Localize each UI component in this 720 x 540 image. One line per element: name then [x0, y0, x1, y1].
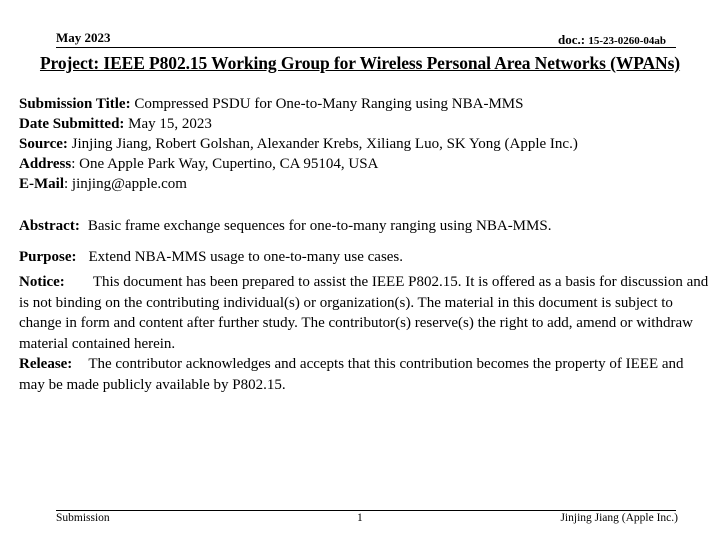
release-label: Release:: [19, 356, 73, 372]
source-label: Source:: [19, 136, 68, 152]
doc-label: doc.:: [558, 32, 586, 47]
header-date: May 2023: [56, 30, 111, 45]
notice-label: Notice:: [19, 274, 65, 290]
notice-text: This document has been prepared to assist the IEEE P802.15. It is offered as a basis for discussion and is not binding on the contributing individual(s) or organization(s). The material in this document is subject to change in form and content after further study. The contributor(s) reserve(s) the right to add, amend or withdraw material contained herein.: [19, 274, 709, 352]
date-submitted-line: [19, 114, 578, 134]
purpose-text: Extend NBA-MMS usage to one-to-many use cases.: [88, 249, 404, 265]
email-value: jinjing@apple.com: [71, 176, 187, 192]
purpose-label: Purpose:: [19, 249, 77, 265]
email-label: E-Mail: [19, 176, 64, 192]
abstract-label: Abstract:: [19, 218, 80, 234]
date-submitted-label: Date Submitted:: [19, 116, 125, 132]
address-value: One Apple Park Way, Cupertino, CA 95104, USA: [79, 156, 379, 172]
date-submitted-value: May 15, 2023: [128, 116, 212, 132]
footer-submission: Submission: [56, 512, 110, 524]
source-value: Jinjing Jiang, Robert Golshan, Alexander Krebs, Xiliang Luo, SK Yong (Apple Inc.): [71, 136, 578, 152]
submission-title-label: Submission Title:: [19, 96, 131, 112]
abstract-paragraph: [19, 216, 709, 237]
header-divider: [56, 47, 676, 48]
header-doc-id: [558, 32, 666, 48]
submission-fields: [19, 94, 578, 194]
doc-number: 15-23-0260-04ab: [588, 35, 666, 47]
release-block: [19, 354, 709, 395]
notice-release-paragraph: [19, 272, 709, 395]
email-line: E-Mail: jinjing@apple.com: [19, 176, 187, 192]
footer-author: Jinjing Jiang (Apple Inc.): [560, 512, 678, 524]
purpose-paragraph: [19, 247, 709, 268]
submission-title-line: [19, 94, 578, 114]
address-label: Address: [19, 156, 72, 172]
footer-page-number: 1: [357, 512, 363, 524]
notice-block: [19, 272, 709, 354]
abstract-text: Basic frame exchange sequences for one-to-many ranging using NBA-MMS.: [87, 218, 552, 234]
project-title: Project: IEEE P802.15 Working Group for Wireless Personal Area Networks (WPANs): [39, 53, 681, 73]
submission-title-value: Compressed PSDU for One-to-Many Ranging using NBA-MMS: [134, 96, 524, 112]
source-line: [19, 134, 578, 154]
release-text: The contributor acknowledges and accepts that this contribution becomes the property of IEEE and may be made publicly available by P802.15.: [19, 356, 684, 393]
footer-divider: [56, 510, 676, 511]
address-line: Address: One Apple Park Way, Cupertino, CA 95104, USA: [19, 156, 379, 172]
